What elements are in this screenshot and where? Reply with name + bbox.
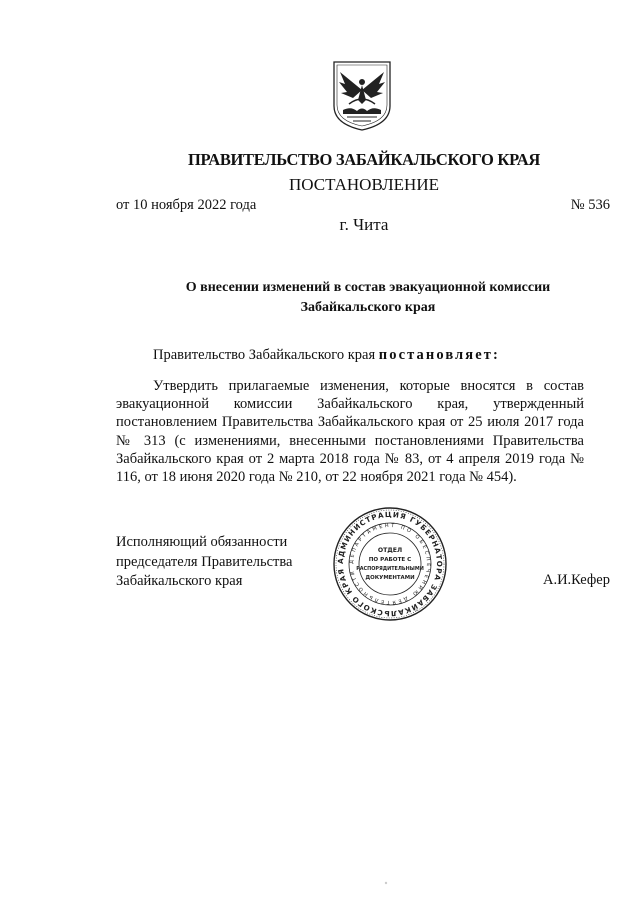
decree-intro-text: Правительство Забайкальского края xyxy=(153,347,376,363)
zabaykalsky-coat-of-arms-icon xyxy=(331,60,393,132)
document-date: от 10 ноября 2022 года xyxy=(116,197,257,213)
document-type: ПОСТАНОВЛЕНИЕ xyxy=(288,175,439,194)
subject-line-2: Забайкальского края xyxy=(300,300,436,315)
document-subject xyxy=(150,278,586,318)
seal-outer-text: АДМИНИСТРАЦИЯ ГУБЕРНАТОРА ЗАБАЙКАЛЬСКОГО КРАЯ xyxy=(335,509,445,619)
document-number: № 536 xyxy=(570,197,610,213)
seal-center-line-1: ОТДЕЛ xyxy=(377,547,403,554)
signer-name: А.И.Кефер xyxy=(542,572,610,588)
seal-inner-text: ДЕПАРТАМЕНТ ПО ОБЕСПЕЧЕНИЮ ДЕЯТЕЛЬНОСТИ xyxy=(348,522,432,606)
government-title: ПРАВИТЕЛЬСТВО ЗАБАЙКАЛЬСКОГО КРАЯ xyxy=(188,150,540,169)
subject-line-1: О внесении изменений в состав эвакуационной комиссии xyxy=(185,280,551,295)
signer-position-line-1: Исполняющий обязанности xyxy=(116,534,288,550)
official-stamp-icon xyxy=(331,505,449,623)
signer-position xyxy=(116,533,292,592)
signer-position-line-2: председателя Правительства xyxy=(116,553,293,570)
document-city: г. Чита xyxy=(339,215,389,234)
body-paragraph: Утвердить прилагаемые изменения, которые вносятся в состав эвакуационной комиссии Забайкальского края, утвержденный постановлением Правительства Забайкальского края от 25 июля 2017 года № 313 (с изменениями, внесенными постановлениями Правительства Забайкальского края от 2 марта 2018 года № 83, от 4 апреля 2019 года № 116, от 18 июня 2020 года № 210, от 22 ноября 2021 года № 454). xyxy=(116,378,584,486)
seal-center-line-2: ПО РАБОТЕ С xyxy=(368,557,412,563)
scan-artifact-mark xyxy=(379,878,393,888)
seal-center-line-4: ДОКУМЕНТАМИ xyxy=(365,575,415,581)
seal-center-line-3: РАСПОРЯДИТЕЛЬНЫМИ xyxy=(356,566,424,572)
decree-intro xyxy=(153,347,500,364)
decree-keyword: постановляет: xyxy=(378,347,500,363)
signer-position-line-3: Забайкальского края xyxy=(116,573,243,589)
